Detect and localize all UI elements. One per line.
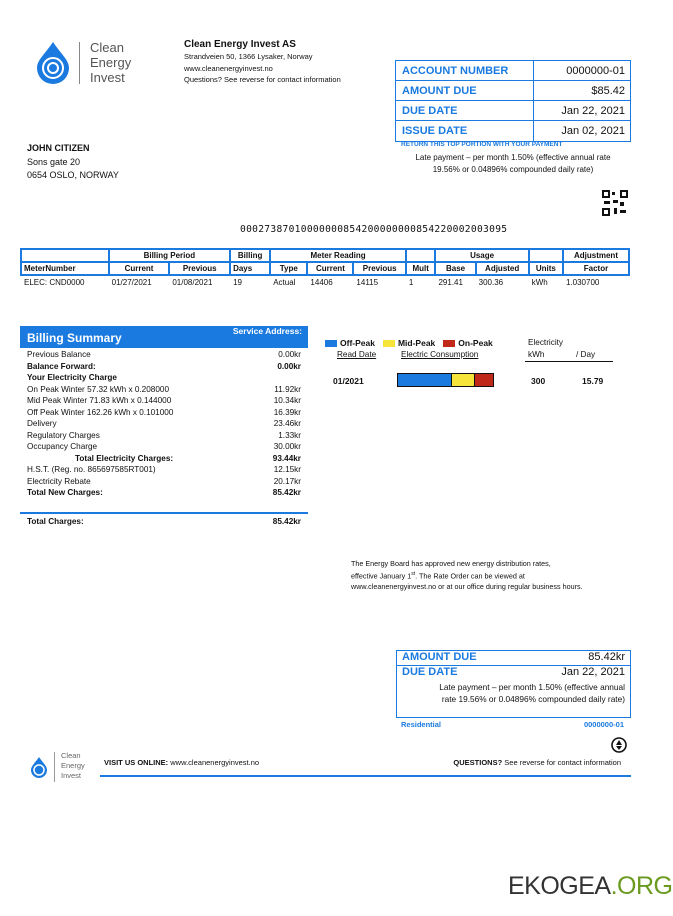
meter-cell: Actual xyxy=(273,278,296,287)
column-header: Adjusted xyxy=(476,262,529,275)
consumption-heading: Electric Consumption xyxy=(401,350,479,359)
stub-late-line: rate 19.56% or 0.04896% compounded daily rate) xyxy=(441,694,625,704)
water-drop-logo-icon xyxy=(35,40,71,84)
group-header xyxy=(529,249,563,262)
logo-text: Invest xyxy=(90,70,125,85)
stub-late-line: Late payment – per month 1.50% (effective annual xyxy=(439,682,625,692)
summary-value: 0.00kr xyxy=(278,350,301,359)
column-header: MeterNumber xyxy=(21,262,109,275)
summary-row xyxy=(20,431,308,443)
on-peak-segment xyxy=(474,374,493,386)
off-peak-swatch-icon xyxy=(325,340,337,347)
meter-table xyxy=(20,248,630,289)
stub-due-label: DUE DATE xyxy=(402,666,458,678)
group-header: Adjustment xyxy=(563,249,629,262)
stub-amount-label: AMOUNT DUE xyxy=(402,651,477,663)
summary-label: Total New Charges: xyxy=(27,488,103,497)
summary-label: Balance Forward: xyxy=(27,361,96,371)
amount-due-value: $85.42 xyxy=(591,85,625,97)
kwh-value: 300 xyxy=(531,376,546,386)
group-header: Usage xyxy=(435,249,528,262)
summary-row xyxy=(20,488,308,500)
summary-row xyxy=(20,373,308,385)
mid-peak-segment xyxy=(451,374,474,386)
customer-name: JOHN CITIZEN xyxy=(27,143,90,153)
due-date-value: Jan 22, 2021 xyxy=(561,105,625,117)
summary-value: 16.39kr xyxy=(273,407,301,417)
late-payment-line: Late payment – per month 1.50% (effective annual rate xyxy=(415,153,611,162)
summary-label: H.S.T. (Reg. no. 865697585RT001) xyxy=(27,465,156,474)
questions-label: QUESTIONS? xyxy=(453,758,503,767)
footer-logo: Clean Energy Invest xyxy=(30,752,100,782)
group-header: Billing Period xyxy=(109,249,230,262)
billing-summary xyxy=(20,326,308,526)
group-header: Meter Reading xyxy=(270,249,406,262)
meter-cell: 19 xyxy=(233,278,242,287)
on-peak-swatch-icon xyxy=(443,340,455,347)
summary-label: Total Electricity Charges: xyxy=(75,453,174,463)
consumption-panel xyxy=(325,338,625,386)
summary-value: 20.17kr xyxy=(273,476,301,486)
due-date-label: DUE DATE xyxy=(396,101,534,120)
meter-cell: 14115 xyxy=(356,278,379,287)
total-charges-label: Total Charges: xyxy=(27,516,84,526)
summary-row xyxy=(20,465,308,477)
column-header: Base xyxy=(435,262,475,275)
read-date: 01/2021 xyxy=(333,376,364,386)
meter-cell: 291.41 xyxy=(438,278,463,287)
consumption-bar xyxy=(397,373,494,387)
meter-cell: 1 xyxy=(408,278,414,287)
payment-stub-box xyxy=(396,650,631,718)
legend-on-peak: On-Peak xyxy=(443,338,493,348)
service-address-label: Service Address: xyxy=(232,326,302,336)
summary-value: 1.33kr xyxy=(278,430,301,440)
summary-value: 93.44kr xyxy=(272,453,301,463)
meter-cell: ELEC: CND0000 xyxy=(24,278,85,287)
summary-label: On Peak Winter 57.32 kWh x 0.208000 xyxy=(27,384,169,394)
account-number-label: ACCOUNT NUMBER xyxy=(396,61,534,80)
summary-value: 0.00kr xyxy=(277,361,301,371)
company-name: Clean Energy Invest AS xyxy=(184,39,296,50)
group-header xyxy=(406,249,436,262)
summary-label: Off Peak Winter 162.26 kWh x 0.101000 xyxy=(27,407,174,417)
company-logo xyxy=(35,40,145,86)
per-day-value: 15.79 xyxy=(582,376,604,386)
group-header xyxy=(21,249,109,262)
column-header: Units xyxy=(529,262,563,275)
group-header: Billing xyxy=(230,249,270,262)
summary-row xyxy=(20,362,308,374)
legend-mid-peak: Mid-Peak xyxy=(383,338,435,348)
summary-label: Regulatory Charges xyxy=(27,430,100,440)
kwh-heading: kWh xyxy=(528,350,545,359)
column-header: Mult xyxy=(406,262,436,275)
recycle-icon xyxy=(611,737,627,753)
customer-city: 0654 OSLO, NORWAY xyxy=(27,170,119,180)
meter-cell: 300.36 xyxy=(478,278,504,287)
stub-due-value: Jan 22, 2021 xyxy=(561,666,625,678)
total-charges-value: 85.42kr xyxy=(272,516,301,526)
visit-url[interactable]: www.cleanenergyinvest.no xyxy=(170,758,260,767)
column-header: Previous xyxy=(353,262,405,275)
summary-label: Previous Balance xyxy=(27,350,91,359)
company-address: Strandveien 50, 1366 Lysaker, Norway xyxy=(184,52,313,61)
questions-text: See reverse for contact information xyxy=(504,758,621,767)
return-note: RETURN THIS TOP PORTION WITH YOUR PAYMENT xyxy=(401,141,563,148)
water-drop-logo-icon xyxy=(30,755,48,779)
footer-bar xyxy=(100,758,631,777)
legend-off-peak: Off-Peak xyxy=(325,338,375,348)
electricity-heading: Electricity xyxy=(528,338,564,347)
summary-value: 30.00kr xyxy=(273,442,301,451)
column-header: Current xyxy=(307,262,353,275)
summary-value: 10.34kr xyxy=(273,396,301,405)
summary-row xyxy=(20,454,308,466)
read-date-heading: Read Date xyxy=(337,350,377,359)
mid-peak-swatch-icon xyxy=(383,340,395,347)
summary-value: 12.15kr xyxy=(273,465,301,474)
account-type: Residential xyxy=(401,720,442,729)
issue-date-value: Jan 02, 2021 xyxy=(561,125,625,137)
meter-cell: 01/27/2021 xyxy=(111,278,152,287)
meter-cell: 14406 xyxy=(310,278,333,287)
column-header: Factor xyxy=(563,262,629,275)
stub-account-number: 0000000-01 xyxy=(583,720,624,729)
amount-due-label: AMOUNT DUE xyxy=(396,81,534,100)
watermark: EKOGEA.ORG xyxy=(508,872,673,900)
summary-value: 85.42kr xyxy=(272,488,301,497)
summary-label: Occupancy Charge xyxy=(27,442,98,451)
meter-cell: 1.030700 xyxy=(565,278,600,287)
meter-cell: 01/08/2021 xyxy=(172,278,213,287)
summary-row xyxy=(20,396,308,408)
summary-row xyxy=(20,408,308,420)
per-day-heading: / Day xyxy=(576,350,596,359)
summary-row xyxy=(20,477,308,489)
stub-amount-value: 85.42kr xyxy=(588,651,625,663)
account-summary-box xyxy=(395,60,631,142)
off-peak-segment xyxy=(398,374,451,386)
qr-code-icon xyxy=(602,190,628,216)
summary-label: Delivery xyxy=(27,419,57,428)
summary-row xyxy=(20,385,308,397)
customer-street: Sons gate 20 xyxy=(27,156,81,167)
meter-cell: kWh xyxy=(531,278,548,287)
column-header: Current xyxy=(109,262,170,275)
visit-label: VISIT US ONLINE: xyxy=(104,758,169,767)
company-questions: Questions? See reverse for contact information xyxy=(184,75,341,84)
logo-text: Clean xyxy=(90,40,124,55)
summary-value: 11.92kr xyxy=(274,384,301,394)
issue-date-label: ISSUE DATE xyxy=(396,121,534,141)
summary-label: Electricity Rebate xyxy=(27,476,91,486)
billing-summary-title: Billing Summary xyxy=(27,331,122,345)
summary-label: Your Electricity Charge xyxy=(27,373,117,382)
barcode-number: 00027387010000000854200000000854220002003095 xyxy=(240,224,508,235)
summary-row xyxy=(20,350,308,362)
account-number-value: 0000000-01 xyxy=(566,65,625,77)
column-header: Days xyxy=(230,262,270,275)
column-header: Previous xyxy=(169,262,230,275)
late-payment-line: 19.56% or 0.04896% compounded daily rate) xyxy=(432,165,594,174)
summary-row xyxy=(20,419,308,431)
company-website[interactable]: www.cleanenergyinvest.no xyxy=(184,63,273,73)
column-header: Type xyxy=(270,262,307,275)
summary-value: 23.46kr xyxy=(273,419,301,428)
logo-text: Energy xyxy=(90,55,132,70)
rate-notice: The Energy Board has approved new energy distribution rates, effective January 1st. The Rate Order can be viewed at www.cleanenergyinvest.no or at our office during regular business hours. xyxy=(351,559,583,592)
summary-row xyxy=(20,442,308,454)
summary-label: Mid Peak Winter 71.83 kWh x 0.144000 xyxy=(27,396,172,405)
